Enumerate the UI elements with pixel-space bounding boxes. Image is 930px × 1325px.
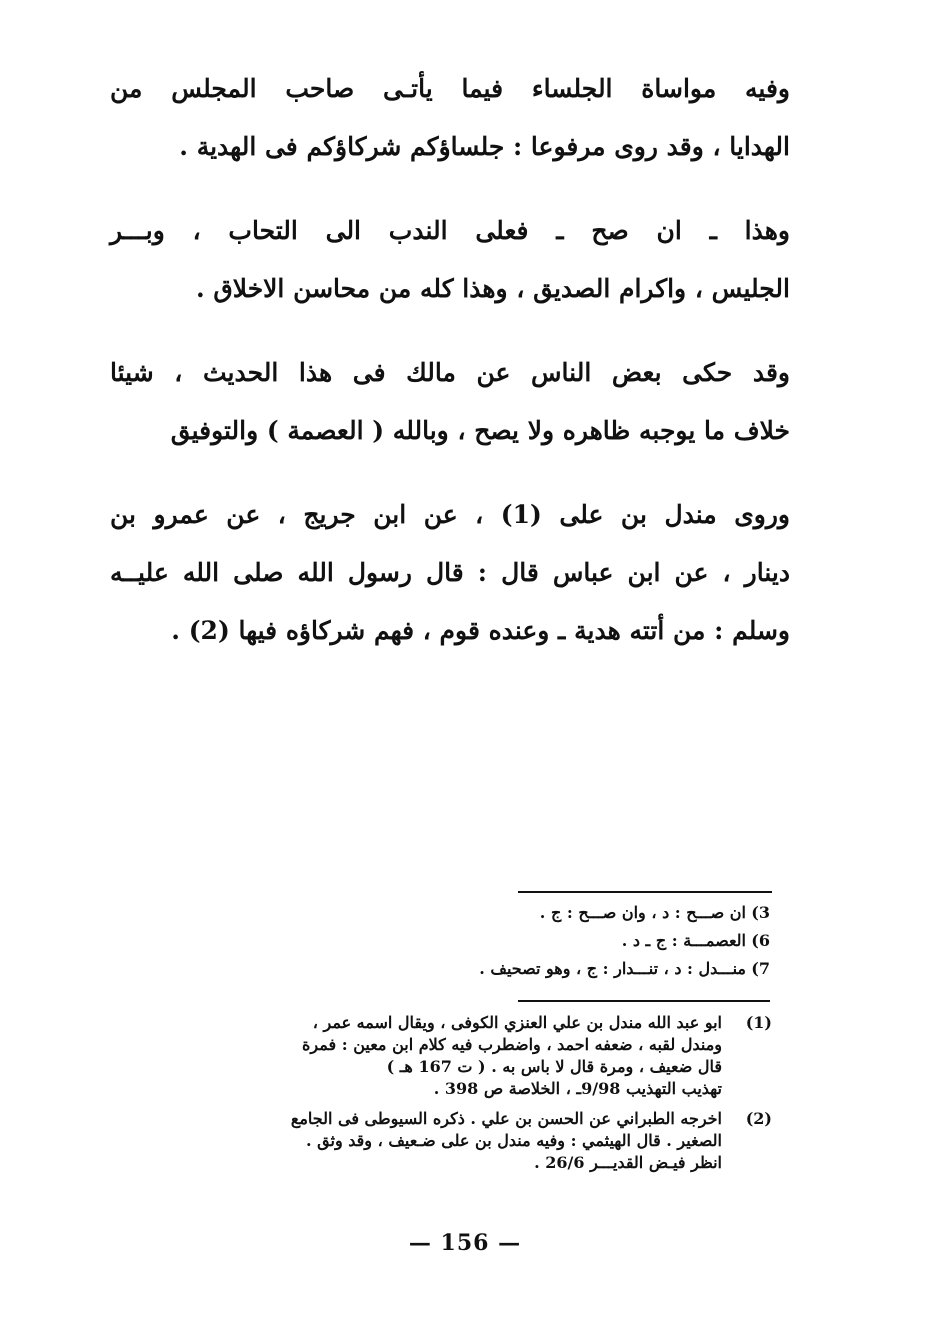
footnote-line: الصغير . قال الهيثمي : وفيه مندل بن على ضـعيف ، وقد وثق . (306, 1131, 722, 1150)
footnote-number: (2) (745, 1109, 772, 1128)
footnote-text (100, 1012, 722, 1100)
variant-readings (290, 903, 770, 987)
paragraph (110, 202, 790, 318)
text-line: وسلم : من أتته هدية ـ وعنده قوم ، فهم شركاؤه فيها (2) . (171, 616, 790, 645)
variant-text: العصمـــة : ج ـ د . (621, 931, 746, 950)
footnote-line: تهذيب التهذيب 9/98ـ ، الخلاصة ص 398 . (433, 1079, 722, 1098)
footnote-line: قال ضعيف ، ومرة قال لا باس به . ( ت 167 هـ ) (386, 1057, 722, 1076)
footnote-divider (518, 891, 772, 893)
text-line: الهدايا ، وقد روى مرفوعا : جلساؤكم شركاؤكم فى الهدية . (179, 132, 790, 161)
footnote-divider (518, 1000, 770, 1002)
variant-number: 3) (751, 903, 770, 922)
variant-number: 7) (751, 959, 770, 978)
footnote-line: انظر فيـض القديـــر 26/6 . (534, 1153, 722, 1172)
variant-number: 6) (751, 931, 770, 950)
footnote-line: ومندل لقبه ، ضعفه احمد ، واضطرب فيه كلام ابن معين : فمرة (302, 1035, 722, 1054)
variant-item (290, 903, 770, 931)
paragraph (110, 486, 790, 660)
text-line: دينار ، عن ابن عباس قال : قال رسول الله صلى الله عليــه (110, 558, 790, 587)
text-line: وروى مندل بن على (1) ، عن ابن جريج ، عن عمرو بن (110, 500, 790, 529)
variant-text: ان صـــح : د ، وان صـــح : ج . (539, 903, 746, 922)
text-line: وهذا ـ ان صح ـ فعلى الندب الى التحاب ، وبـــر (110, 216, 790, 245)
footnote-text (100, 1108, 722, 1174)
text-line: وفيه مواساة الجلساء فيما يأتـى صاحب المجلس من (110, 74, 790, 103)
footnote-line: ابو عبد الله مندل بن علي العنزي الكوفى ، ويقال اسمه عمر ، (312, 1013, 722, 1032)
footnote-item (100, 1012, 772, 1100)
text-line: وقد حكى بعض الناس عن مالك فى هذا الحديث ، شيئا (110, 358, 790, 387)
page-number: — 156 — (408, 1230, 522, 1256)
text-line: الجليس ، واكرام الصديق ، وهذا كله من محاسن الاخلاق . (195, 274, 790, 303)
footnote-line: اخرجه الطبراني عن الحسن بن علي . ذكره السيوطى فى الجامع (290, 1109, 722, 1128)
paragraph (110, 60, 790, 176)
variant-item (290, 959, 770, 987)
footnote-number: (1) (745, 1013, 772, 1032)
paragraph (110, 344, 790, 460)
variant-item (290, 931, 770, 959)
footnote-item (100, 1108, 772, 1174)
text-line: خلاف ما يوجبه ظاهره ولا يصح ، وبالله ( العصمة ) والتوفيق (170, 416, 790, 445)
main-text (110, 60, 790, 686)
footnotes (100, 1012, 772, 1182)
variant-text: منـــدل : د ، تنـــدار : ج ، وهو تصحيف . (479, 959, 746, 978)
